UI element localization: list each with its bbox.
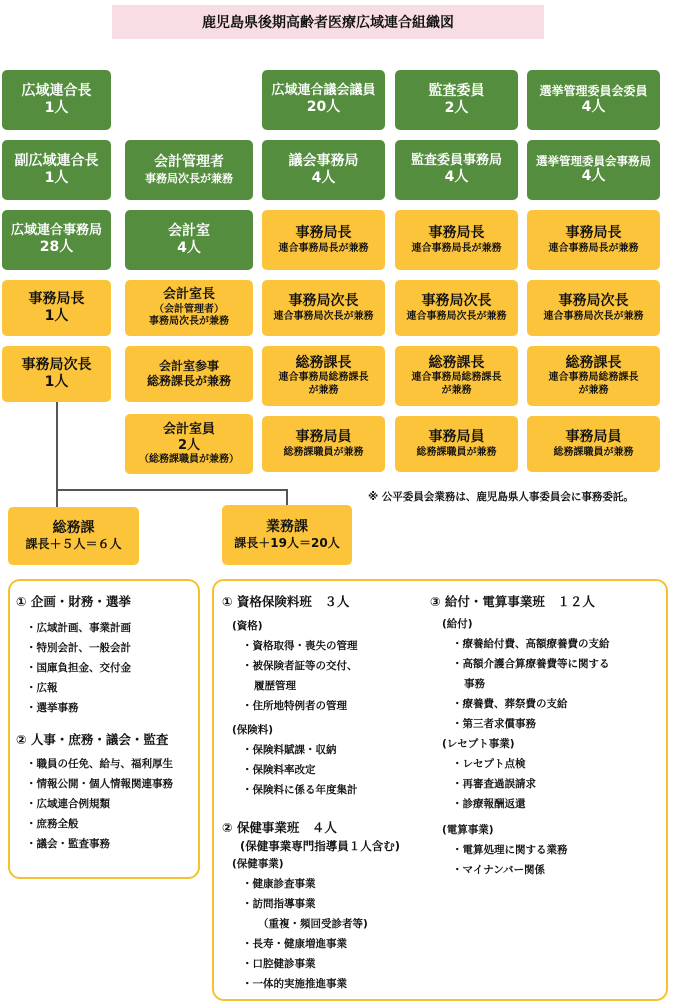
list-item: ・情報公開・個人情報関連事務 [26, 778, 173, 790]
box-count: 1人 [44, 308, 69, 324]
box-label: 業務課 [266, 518, 308, 535]
box-senkyo-jimukyokujichou [527, 280, 660, 336]
chart-title: 鹿児島県後期高齢者医療広域連合組織図 [112, 5, 544, 39]
box-note: 連合事務局次長が兼務 [406, 310, 507, 322]
list-item: ・高額介護合算療養費等に関する [452, 658, 610, 670]
footnote: ※ 公平委員会業務は、鹿児島県人事委員会に事務委託。 [368, 491, 634, 503]
box-senkyo-jimukyoku [527, 140, 660, 200]
box-label: 選挙管理委員会事務局 [536, 154, 651, 169]
list-item: ・職員の任免、給与、福利厚生 [26, 758, 173, 770]
box-count: 4人 [581, 168, 606, 185]
subsection-heading: (給付) [442, 618, 473, 630]
box-note: 連合事務局長が兼務 [411, 242, 502, 254]
box-count: 28人 [39, 239, 74, 256]
box-kansa-iin [395, 70, 518, 130]
box-label: 事務局次長 [21, 356, 92, 373]
box-label: 会計室員 [162, 421, 215, 437]
box-senkyo-soumukachou [527, 346, 660, 406]
box-kansa-jimukyokuchou [395, 210, 518, 270]
section-heading: ② 人事・庶務・議会・監査 [16, 732, 169, 747]
list-item: 事務 [464, 678, 485, 690]
box-count: 4人 [444, 169, 469, 186]
box-gikai-jimukyokuin [262, 416, 385, 472]
box-label: 事務局長 [428, 225, 485, 241]
section-heading: ① 企画・財務・選挙 [16, 594, 131, 609]
box-kansa-soumukachou [395, 346, 518, 406]
box-count: 1人 [44, 170, 69, 186]
box-label: 広域連合事務局 [10, 223, 102, 239]
list-item: ・資格取得・喪失の管理 [242, 640, 358, 652]
box-kansa-jimukyokujichou [395, 280, 518, 336]
box-count: 2人 [444, 100, 469, 116]
list-item: ・保険料に係る年度集計 [242, 784, 358, 796]
list-item: ・庶務全般 [26, 818, 79, 830]
list-item: ・選挙事務 [26, 702, 79, 714]
list-item: ・健康診査事業 [242, 878, 316, 890]
box-note: 連合事務局長が兼務 [278, 242, 369, 254]
list-item: ・特別会計、一般会計 [26, 642, 131, 654]
box-kansa-jimukyokuin [395, 416, 518, 472]
box-gyoumuka [222, 505, 352, 565]
box-soumuka [8, 507, 139, 565]
box-count: 1人 [44, 100, 69, 116]
box-label: 会計管理者 [154, 154, 224, 171]
box-label: 事務局員 [428, 429, 485, 445]
list-item: ・療養費、葬祭費の支給 [452, 698, 568, 710]
box-jimukyokuchou [2, 280, 111, 336]
connector [56, 398, 58, 490]
box-label: 会計室長 [162, 287, 215, 303]
box-note: 連合事務局長が兼務 [548, 242, 639, 254]
list-item: ・療養給付費、高額療養費の支給 [452, 638, 610, 650]
subsection-heading: (保健事業) [232, 858, 284, 870]
box-kaikei-shitsuin [125, 414, 253, 474]
box-label: 事務局員 [295, 429, 352, 445]
box-jimukyoku [2, 210, 111, 270]
box-senkyo-jimukyokuin [527, 416, 660, 472]
box-note: 総務課職員が兼務 [553, 446, 634, 458]
list-item: ・広報 [26, 682, 58, 694]
list-item: ・第三者求償事務 [452, 718, 536, 730]
list-item: ・再審査過誤請求 [452, 778, 536, 790]
box-note: 事務局次長が兼務 [145, 171, 233, 185]
list-item: ・広域連合例規類 [26, 798, 110, 810]
box-label: 総務課 [52, 519, 95, 536]
box-fuku-kouiki-chou [2, 140, 111, 200]
box-label: 総務課長 [565, 354, 622, 371]
box-label: 事務局長 [28, 290, 85, 307]
box-label: 会計室参事 [158, 359, 219, 373]
list-item: ・国庫負担金、交付金 [26, 662, 131, 674]
box-note: が兼務 [578, 384, 609, 396]
box-note: 連合事務局総務課長 [411, 372, 502, 384]
list-item: ・訪問指導事業 [242, 898, 316, 910]
box-label: 監査委員事務局 [410, 153, 502, 169]
list-item: ・口腔健診事業 [242, 958, 316, 970]
subsection-heading: (保険料) [232, 724, 274, 736]
box-label: 事務局員 [565, 429, 622, 445]
box-senkyo-iin [527, 70, 660, 130]
box-label: 事務局長 [565, 225, 622, 241]
box-label: 議会事務局 [288, 152, 359, 169]
box-gikai-giin [262, 70, 385, 130]
subsection-heading: (資格) [232, 620, 263, 632]
box-count: 課長＋19人＝20人 [234, 536, 340, 551]
list-item: ・保険料賦課・収納 [242, 744, 337, 756]
box-label: 副広域連合長 [14, 152, 99, 169]
connector [56, 489, 288, 491]
subsection-heading: (電算事業) [442, 824, 494, 836]
list-item: ・電算処理に関する業務 [452, 844, 568, 856]
box-label: 事務局次長 [558, 293, 629, 309]
box-label: 事務局次長 [288, 293, 359, 309]
list-item: （重複・頻回受診者等) [258, 918, 368, 930]
box-label: 事務局次長 [421, 293, 492, 309]
box-count: 4人 [581, 98, 606, 115]
box-jimukyokujichou [2, 346, 111, 402]
box-kouiki-chou [2, 70, 111, 130]
box-count: 4人 [311, 170, 336, 186]
box-label: 監査委員 [428, 82, 485, 99]
box-label: 事務局長 [295, 225, 352, 241]
box-count: 20人 [306, 99, 341, 116]
list-item: ・広域計画、事業計画 [26, 622, 131, 634]
list-item: ・診療報酬返還 [452, 798, 526, 810]
box-gikai-jimukyokuchou [262, 210, 385, 270]
box-kaikei-kanrisha [125, 140, 253, 200]
box-count: 2人 [177, 437, 201, 453]
list-item: ・住所地特例者の管理 [242, 700, 347, 712]
box-note: 連合事務局総務課長 [278, 372, 369, 384]
box-gikai-jimukyoku [262, 140, 385, 200]
box-note: 事務局次長が兼務 [149, 316, 229, 328]
box-label: 総務課長 [295, 354, 352, 371]
list-item: ・レセプト点検 [452, 758, 526, 770]
box-gikai-jimukyokujichou [262, 280, 385, 336]
list-item: ・被保険者証等の交付、 [242, 660, 358, 672]
box-label: 会計室 [168, 222, 210, 239]
box-note: 総務課職員が兼務 [416, 446, 497, 458]
box-label: 総務課長 [428, 354, 485, 371]
box-note: 総務課職員が兼務 [283, 446, 364, 458]
connector [56, 489, 58, 509]
box-note: 連合事務局総務課長 [548, 372, 639, 384]
section-note: (保健事業専門指導員１人含む) [240, 839, 401, 853]
box-note: 総務課長が兼務 [146, 374, 231, 388]
box-note: が兼務 [441, 384, 472, 396]
list-item: ・議会・監査事務 [26, 838, 110, 850]
list-item: ・長寿・健康増進事業 [242, 938, 347, 950]
section-heading: ③ 給付・電算事業班 １２人 [430, 594, 595, 609]
box-kaikei-sanji [125, 346, 253, 402]
box-label: 広域連合議会議員 [271, 83, 376, 99]
box-label: 広域連合長 [21, 82, 92, 99]
box-count: 課長＋５人＝６人 [25, 537, 122, 552]
box-note: （総務課職員が兼務） [139, 454, 239, 465]
box-label: 選挙管理委員会委員 [539, 83, 648, 98]
list-item: 履歴管理 [254, 680, 296, 692]
box-kaikeishitsuchou [125, 280, 253, 336]
box-count: 4人 [177, 240, 201, 256]
box-kansa-jimukyoku [395, 140, 518, 200]
list-item: ・マイナンバー関係 [452, 864, 546, 876]
box-note: （会計管理者） [154, 303, 224, 315]
box-senkyo-jimukyokuchou [527, 210, 660, 270]
box-note: が兼務 [308, 384, 339, 396]
list-item: ・保険料率改定 [242, 764, 316, 776]
section-heading: ② 保健事業班 ４人 [222, 820, 337, 835]
list-item: ・一体的実施推進事業 [242, 978, 347, 990]
section-heading: ① 資格保険料班 ３人 [222, 594, 350, 609]
box-count: 1人 [44, 374, 69, 390]
box-kaikeishitsu [125, 210, 253, 270]
box-gikai-soumukachou [262, 346, 385, 406]
box-note: 連合事務局次長が兼務 [543, 310, 644, 322]
box-note: 連合事務局次長が兼務 [273, 310, 374, 322]
subsection-heading: (レセプト事業) [442, 738, 515, 750]
